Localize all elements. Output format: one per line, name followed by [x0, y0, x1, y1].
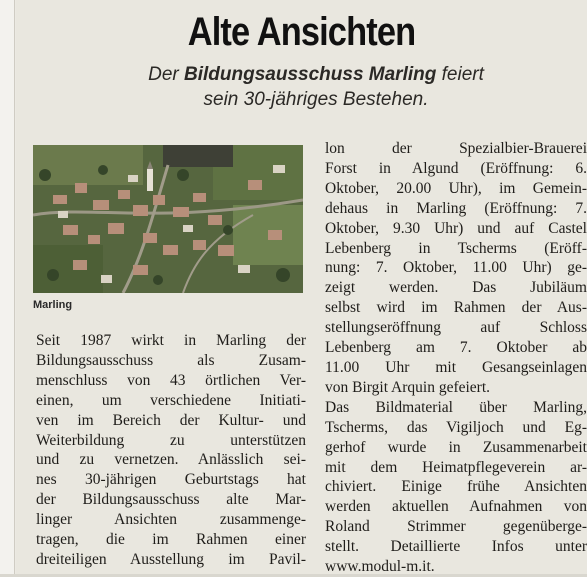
text-line: Weiterbildung zu unterstützen [36, 431, 306, 449]
text-line: von Birgit Arquin gefeiert. [325, 378, 491, 396]
subhead-line1-post: feiert [436, 64, 484, 85]
text-line: www.modul-m.it. [325, 558, 435, 576]
text-line: chiviert. Einige frühe Ansichten [325, 478, 587, 496]
article [16, 0, 587, 574]
text-line: Das Bildmaterial über Marling, [325, 398, 587, 416]
aerial-photo-image [33, 145, 303, 293]
text-line: dreiteiligen Ausstellung im Pavil- [36, 550, 306, 568]
text-column-left [36, 331, 306, 570]
text-line: linger Ansichten zusammenge- [36, 511, 306, 529]
text-line: zeigt werden. Das Jubiläum [325, 279, 587, 297]
text-line: Oktober, 9.30 Uhr) und auf Castel [325, 219, 587, 237]
text-line: Lebenberg in Tscherms (Eröff- [325, 239, 587, 257]
text-line: Tscherms, das Vigiljoch und Eg- [325, 418, 587, 436]
photo-caption: Marling [33, 299, 73, 311]
text-line: der Bildungsausschuss alte Mar- [36, 491, 306, 509]
subhead-line1-pre: Der [148, 64, 185, 85]
text-line: nung: 7. Oktober, 11.00 Uhr) ge- [325, 259, 587, 277]
text-line: Bildungsausschuss als Zusam- [36, 351, 306, 369]
text-line: ven im Bereich der Kultur- und [36, 411, 306, 429]
headline: Alte Ansichten [187, 10, 416, 54]
text-line: dehaus in Marling (Eröffnung: 7. [325, 199, 587, 217]
text-line: Oktober, 20.00 Uhr), im Gemein- [325, 179, 587, 197]
text-line: stellungseröffnung auf Schloss [325, 319, 587, 337]
text-line: selbst wird im Rahmen der Aus- [325, 299, 587, 317]
text-line: einen, um verschiedene Initiati- [36, 391, 306, 409]
aerial-village-photo [33, 145, 303, 293]
subheadline [56, 62, 576, 112]
facing-page-edge [0, 0, 15, 574]
subhead-line2: sein 30-jähriges Bestehen. [203, 89, 429, 110]
text-line: lon der Spezialbier-Brauerei [325, 140, 587, 157]
text-line: Roland Strimmer gegenüberge- [325, 518, 587, 536]
text-line: tragen, die im Rahmen einer [36, 531, 306, 549]
text-line: stellt. Detaillierte Infos unter [325, 538, 587, 556]
text-line: mit dem Heimatpflegeverein ar- [325, 458, 587, 476]
subhead-organization: Bildungsausschuss Marling [184, 64, 437, 85]
text-line: menschluss von 43 örtlichen Ver- [36, 371, 306, 389]
text-line: werden aktuellen Aufnahmen von [325, 498, 587, 516]
text-line: gerhof wurde in Zusammenarbeit [325, 438, 587, 456]
text-line: Lebenberg am 7. Oktober ab [325, 339, 587, 357]
text-line: Seit 1987 wirkt in Marling der [36, 332, 306, 349]
text-line: Forst in Algund (Eröffnung: 6. [325, 159, 587, 177]
text-line: 11.00 Uhr mit Gesangseinlagen [325, 358, 587, 376]
text-line: und zu vernetzen. Anlässlich sei- [36, 451, 306, 469]
text-column-right [325, 139, 587, 577]
text-line: nes 30-jährigen Geburtstags hat [36, 471, 306, 489]
